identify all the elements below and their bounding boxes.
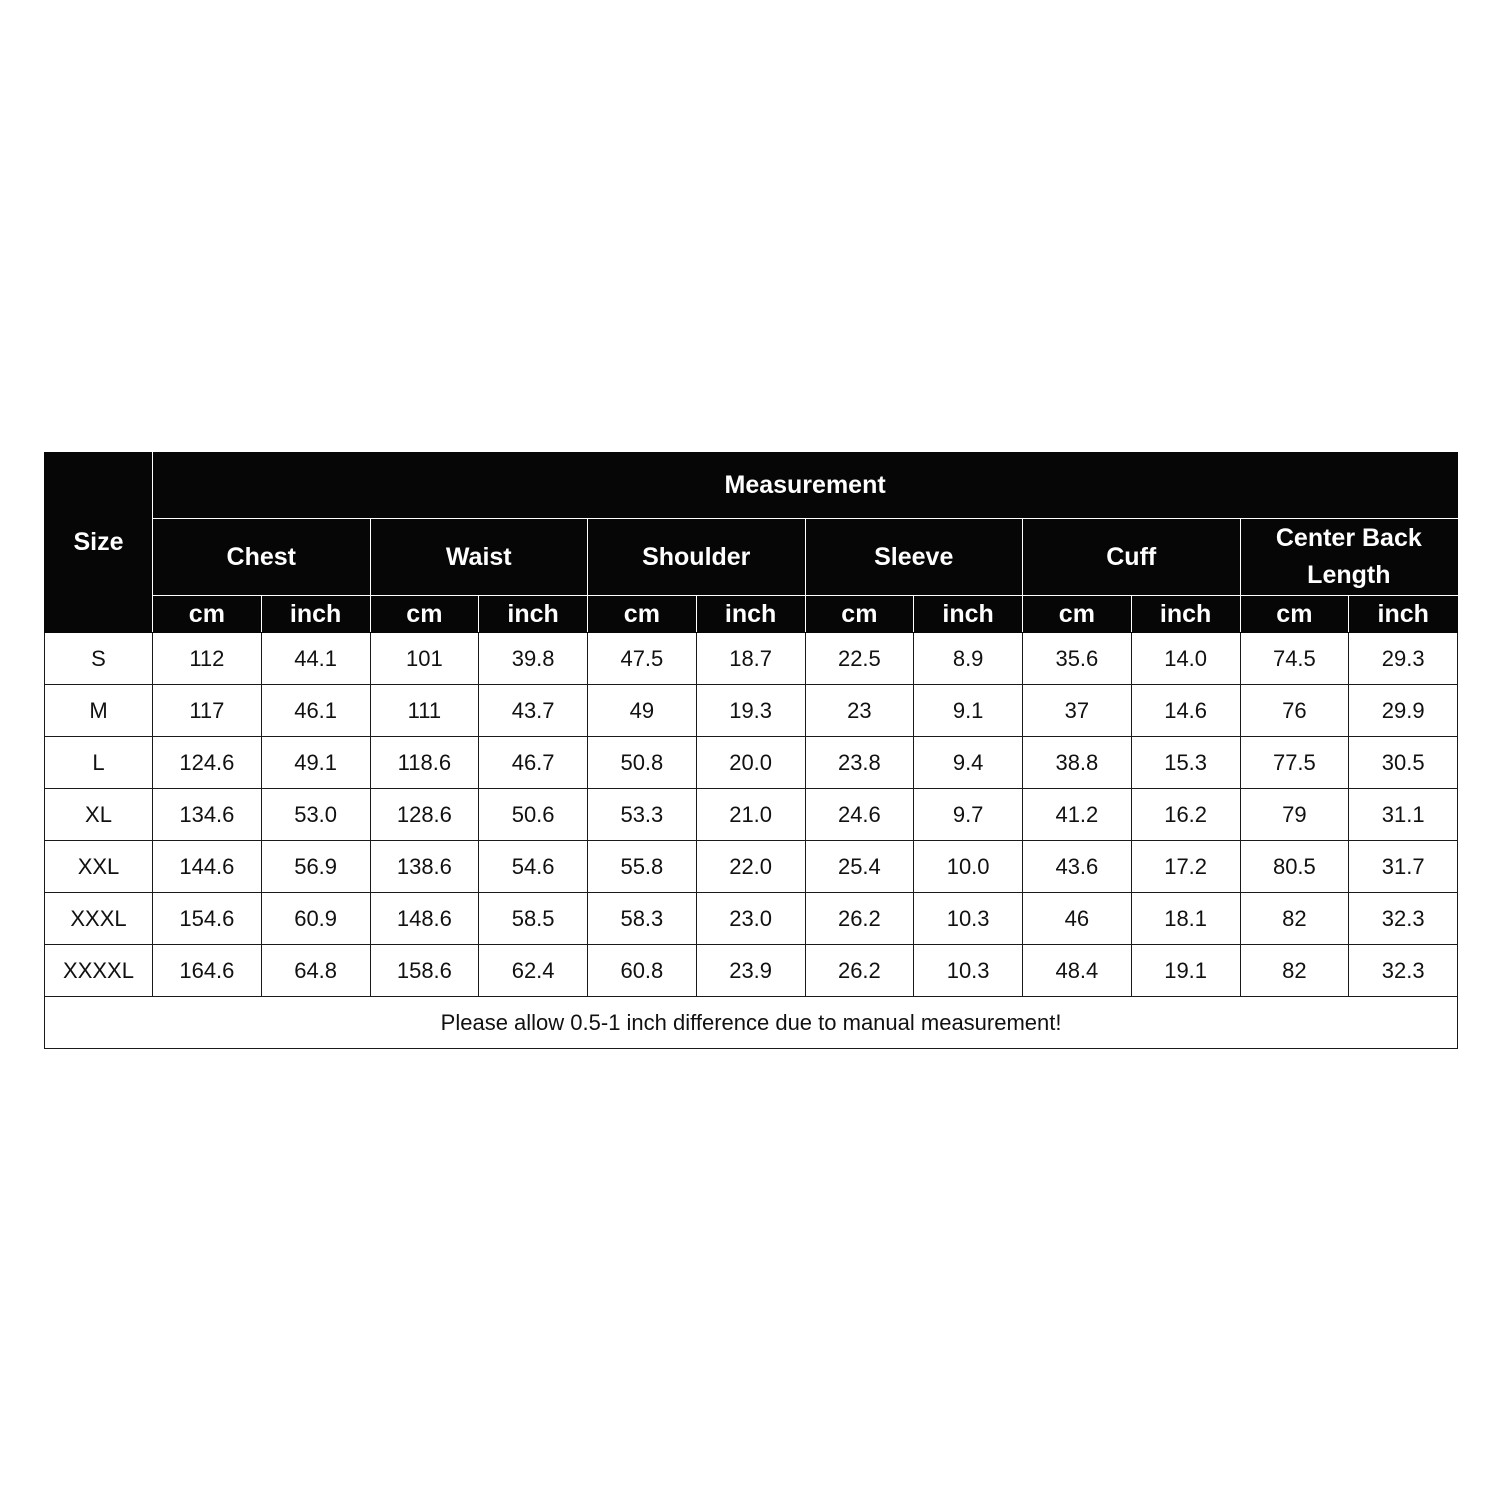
table-row (45, 789, 1458, 841)
size-cell: S (45, 633, 153, 685)
table-row (45, 685, 1458, 737)
value-cell: 14.6 (1131, 685, 1240, 737)
value-cell: 134.6 (153, 789, 262, 841)
value-cell: 20.0 (696, 737, 805, 789)
value-cell: 23.9 (696, 945, 805, 997)
value-cell: 10.3 (914, 893, 1023, 945)
table-row (45, 633, 1458, 685)
group-header: Waist (370, 519, 588, 596)
value-cell: 18.1 (1131, 893, 1240, 945)
value-cell: 23 (805, 685, 914, 737)
unit-header: inch (1349, 596, 1458, 633)
value-cell: 31.7 (1349, 841, 1458, 893)
group-header: Sleeve (805, 519, 1023, 596)
value-cell: 16.2 (1131, 789, 1240, 841)
unit-header: inch (261, 596, 370, 633)
unit-header: cm (1023, 596, 1132, 633)
measurement-note: Please allow 0.5-1 inch difference due to manual measurement! (45, 997, 1458, 1049)
value-cell: 29.9 (1349, 685, 1458, 737)
unit-header: cm (588, 596, 697, 633)
size-chart-table (44, 452, 1458, 1049)
note-row (45, 997, 1458, 1049)
measurement-header: Measurement (153, 453, 1458, 519)
value-cell: 53.3 (588, 789, 697, 841)
value-cell: 32.3 (1349, 893, 1458, 945)
value-cell: 53.0 (261, 789, 370, 841)
value-cell: 29.3 (1349, 633, 1458, 685)
table-row (45, 945, 1458, 997)
value-cell: 43.6 (1023, 841, 1132, 893)
value-cell: 44.1 (261, 633, 370, 685)
value-cell: 47.5 (588, 633, 697, 685)
group-header: Shoulder (588, 519, 806, 596)
unit-header: inch (914, 596, 1023, 633)
value-cell: 25.4 (805, 841, 914, 893)
value-cell: 14.0 (1131, 633, 1240, 685)
value-cell: 46.7 (479, 737, 588, 789)
unit-header: cm (153, 596, 262, 633)
table-row (45, 841, 1458, 893)
size-cell: XXXL (45, 893, 153, 945)
value-cell: 112 (153, 633, 262, 685)
value-cell: 118.6 (370, 737, 479, 789)
value-cell: 31.1 (1349, 789, 1458, 841)
value-cell: 9.7 (914, 789, 1023, 841)
value-cell: 101 (370, 633, 479, 685)
value-cell: 24.6 (805, 789, 914, 841)
value-cell: 60.8 (588, 945, 697, 997)
unit-header: inch (1131, 596, 1240, 633)
value-cell: 79 (1240, 789, 1349, 841)
size-cell: XXXXL (45, 945, 153, 997)
value-cell: 30.5 (1349, 737, 1458, 789)
table-header (45, 453, 1458, 633)
value-cell: 49 (588, 685, 697, 737)
value-cell: 46.1 (261, 685, 370, 737)
value-cell: 15.3 (1131, 737, 1240, 789)
value-cell: 19.3 (696, 685, 805, 737)
size-cell: XL (45, 789, 153, 841)
value-cell: 74.5 (1240, 633, 1349, 685)
header-row-top (45, 453, 1458, 519)
value-cell: 77.5 (1240, 737, 1349, 789)
value-cell: 58.3 (588, 893, 697, 945)
value-cell: 35.6 (1023, 633, 1132, 685)
value-cell: 19.1 (1131, 945, 1240, 997)
value-cell: 21.0 (696, 789, 805, 841)
size-cell: M (45, 685, 153, 737)
group-header: Chest (153, 519, 371, 596)
value-cell: 46 (1023, 893, 1132, 945)
header-row-groups (45, 519, 1458, 596)
group-header: Cuff (1023, 519, 1241, 596)
table-body (45, 633, 1458, 997)
table-row (45, 737, 1458, 789)
value-cell: 64.8 (261, 945, 370, 997)
value-cell: 62.4 (479, 945, 588, 997)
value-cell: 54.6 (479, 841, 588, 893)
unit-header: cm (805, 596, 914, 633)
table-footer (45, 997, 1458, 1049)
value-cell: 32.3 (1349, 945, 1458, 997)
value-cell: 58.5 (479, 893, 588, 945)
value-cell: 138.6 (370, 841, 479, 893)
value-cell: 111 (370, 685, 479, 737)
group-header: Center Back Length (1240, 519, 1458, 596)
value-cell: 22.5 (805, 633, 914, 685)
value-cell: 76 (1240, 685, 1349, 737)
value-cell: 117 (153, 685, 262, 737)
value-cell: 22.0 (696, 841, 805, 893)
value-cell: 82 (1240, 893, 1349, 945)
unit-header: inch (696, 596, 805, 633)
value-cell: 41.2 (1023, 789, 1132, 841)
value-cell: 154.6 (153, 893, 262, 945)
value-cell: 9.4 (914, 737, 1023, 789)
table-row (45, 893, 1458, 945)
size-header: Size (45, 453, 153, 633)
value-cell: 128.6 (370, 789, 479, 841)
value-cell: 164.6 (153, 945, 262, 997)
value-cell: 124.6 (153, 737, 262, 789)
value-cell: 56.9 (261, 841, 370, 893)
value-cell: 8.9 (914, 633, 1023, 685)
value-cell: 50.8 (588, 737, 697, 789)
value-cell: 49.1 (261, 737, 370, 789)
value-cell: 43.7 (479, 685, 588, 737)
unit-header: inch (479, 596, 588, 633)
value-cell: 148.6 (370, 893, 479, 945)
value-cell: 39.8 (479, 633, 588, 685)
value-cell: 23.8 (805, 737, 914, 789)
value-cell: 55.8 (588, 841, 697, 893)
value-cell: 144.6 (153, 841, 262, 893)
size-cell: XXL (45, 841, 153, 893)
size-cell: L (45, 737, 153, 789)
value-cell: 23.0 (696, 893, 805, 945)
value-cell: 60.9 (261, 893, 370, 945)
value-cell: 26.2 (805, 893, 914, 945)
value-cell: 38.8 (1023, 737, 1132, 789)
value-cell: 50.6 (479, 789, 588, 841)
value-cell: 17.2 (1131, 841, 1240, 893)
value-cell: 82 (1240, 945, 1349, 997)
unit-header: cm (1240, 596, 1349, 633)
value-cell: 158.6 (370, 945, 479, 997)
value-cell: 37 (1023, 685, 1132, 737)
unit-header: cm (370, 596, 479, 633)
value-cell: 18.7 (696, 633, 805, 685)
value-cell: 10.0 (914, 841, 1023, 893)
value-cell: 48.4 (1023, 945, 1132, 997)
value-cell: 80.5 (1240, 841, 1349, 893)
value-cell: 10.3 (914, 945, 1023, 997)
value-cell: 9.1 (914, 685, 1023, 737)
value-cell: 26.2 (805, 945, 914, 997)
header-row-units (45, 596, 1458, 633)
